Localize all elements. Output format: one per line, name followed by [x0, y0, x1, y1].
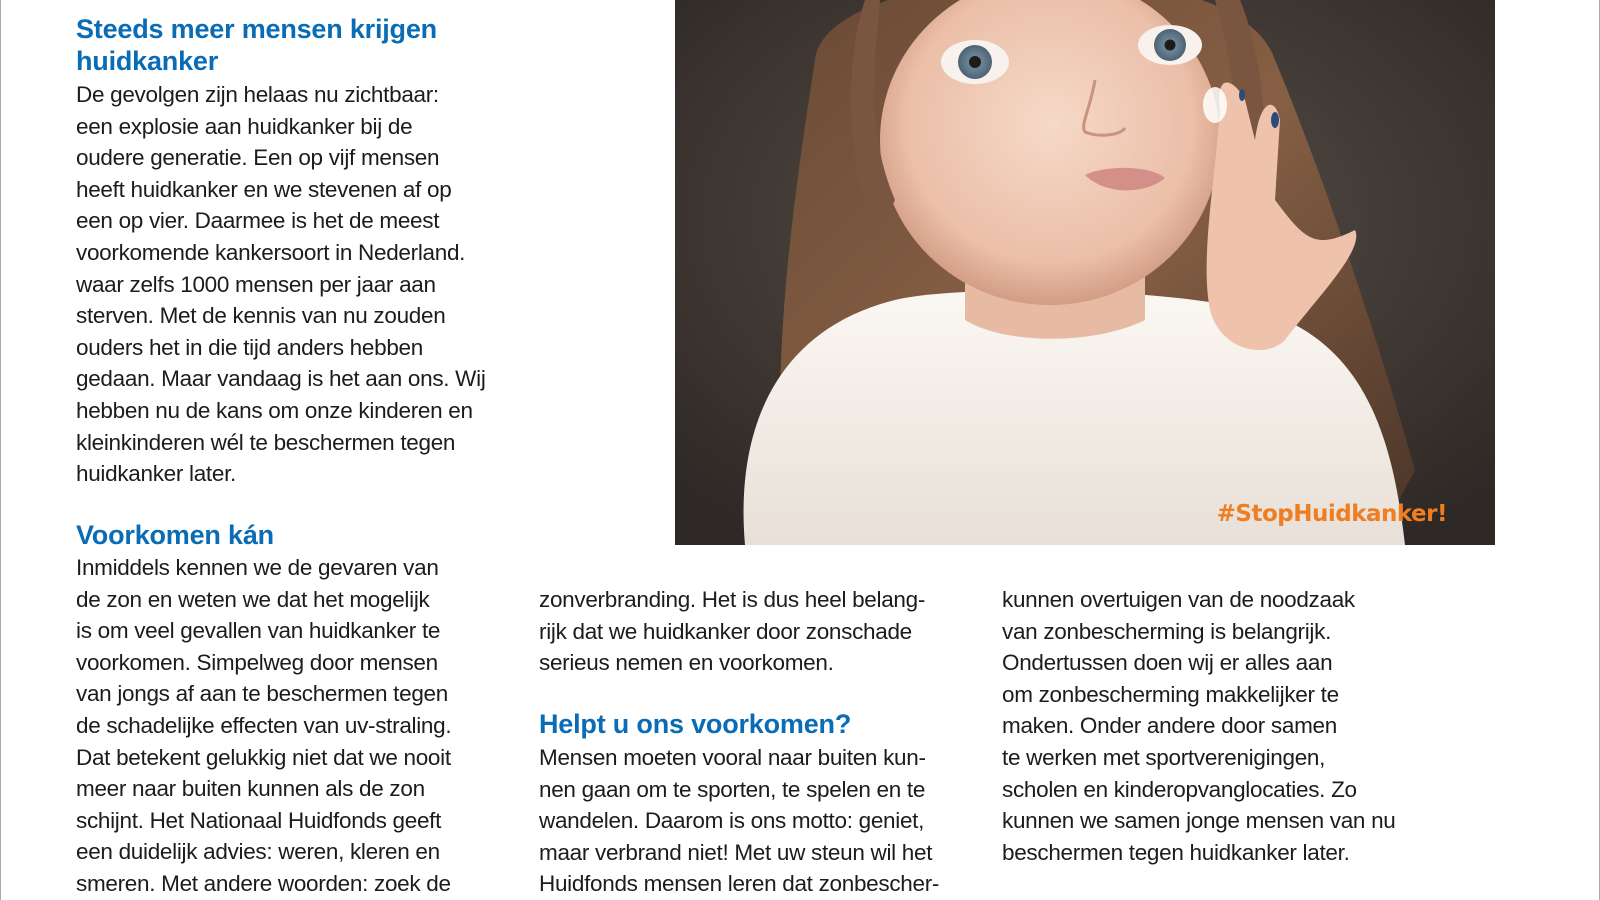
text-line: De gevolgen zijn helaas nu zichtbaar: — [76, 82, 439, 107]
text-line: nen gaan om te sporten, te spelen en te — [539, 776, 926, 802]
text-line: hebben nu de kans om onze kinderen en — [76, 397, 473, 423]
text-line: kunnen we samen jonge mensen van nu — [1002, 808, 1396, 834]
text-line: Dat betekent gelukkig niet dat we nooit — [76, 744, 451, 770]
text-line: maar verbrand niet! Met uw steun wil het — [539, 839, 933, 865]
text-line: om zonbescherming makkelijker te — [1002, 681, 1339, 707]
text-line: voorkomende kankersoort in Nederland. — [76, 239, 466, 265]
text-line: gedaan. Maar vandaag is het aan ons. Wij — [76, 366, 486, 392]
text-line: waar zelfs 1000 mensen per jaar aan — [76, 271, 436, 297]
text-line: rijk dat we huidkanker door zonschade — [539, 618, 912, 644]
section1-paragraph — [76, 79, 486, 490]
text-line: smeren. Met andere woorden: zoek de — [76, 870, 451, 896]
stop-huidkanker-hashtag: #StopHuidkanker! — [1216, 501, 1447, 527]
text-line: van jongs af aan te beschermen tegen — [76, 681, 448, 707]
heading-line: huidkanker — [76, 46, 219, 76]
section2-paragraph — [76, 552, 451, 900]
text-line: Inmiddels kennen we de gevaren van — [76, 555, 439, 580]
text-line: serieus nemen en voorkomen. — [539, 650, 834, 676]
text-line: schijnt. Het Nationaal Huidfonds geeft — [76, 807, 442, 833]
text-line: kleinkinderen wél te beschermen tegen — [76, 429, 456, 455]
text-line: Ondertussen doen wij er alles aan — [1002, 650, 1333, 676]
middle-column-paragraph-2 — [539, 742, 939, 900]
text-line: Mensen moeten vooral naar buiten kun- — [539, 745, 926, 770]
text-line: is om veel gevallen van huidkanker te — [76, 618, 441, 644]
text-line: de zon en weten we dat het mogelijk — [76, 586, 430, 612]
right-column-paragraph — [1002, 584, 1396, 868]
text-line: een op vier. Daarmee is het de meest — [76, 208, 440, 234]
section-heading-helpt-u-ons: Helpt u ons voorkomen? — [539, 709, 852, 739]
text-line: heeft huidkanker en we stevenen af op — [76, 176, 452, 202]
text-line: de schadelijke effecten van uv-straling. — [76, 712, 452, 738]
text-line: scholen en kinderopvanglocaties. Zo — [1002, 776, 1357, 802]
text-line: een duidelijk advies: weren, kleren en — [76, 839, 440, 865]
photo-illustration — [675, 0, 1495, 545]
text-line: wandelen. Daarom is ons motto: geniet, — [539, 808, 925, 834]
section-heading-steeds-meer — [76, 13, 516, 77]
section-heading-voorkomen-kan: Voorkomen kán — [76, 520, 274, 550]
text-line: ouders het in die tijd anders hebben — [76, 334, 423, 360]
text-line: beschermen tegen huidkanker later. — [1002, 839, 1350, 865]
text-line: sterven. Met de kennis van nu zouden — [76, 303, 446, 329]
text-line: te werken met sportverenigingen, — [1002, 744, 1326, 770]
text-line: van zonbescherming is belangrijk. — [1002, 618, 1332, 644]
text-line: maken. Onder andere door samen — [1002, 713, 1337, 739]
text-line: huidkanker later. — [76, 461, 237, 487]
heading-line: Steeds meer mensen krijgen — [76, 14, 437, 44]
girl-sunscreen-photo — [675, 0, 1495, 545]
middle-column-paragraph-1 — [539, 584, 925, 679]
text-line: voorkomen. Simpelweg door mensen — [76, 649, 438, 675]
text-line: kunnen overtuigen van de noodzaak — [1002, 587, 1355, 612]
text-line: Huidfonds mensen leren dat zonbescher- — [539, 871, 940, 897]
text-line: meer naar buiten kunnen als de zon — [76, 776, 425, 802]
text-line: een explosie aan huidkanker bij de — [76, 113, 413, 139]
text-line: oudere generatie. Een op vijf mensen — [76, 145, 440, 171]
text-line: zonverbranding. Het is dus heel belang- — [539, 587, 926, 612]
